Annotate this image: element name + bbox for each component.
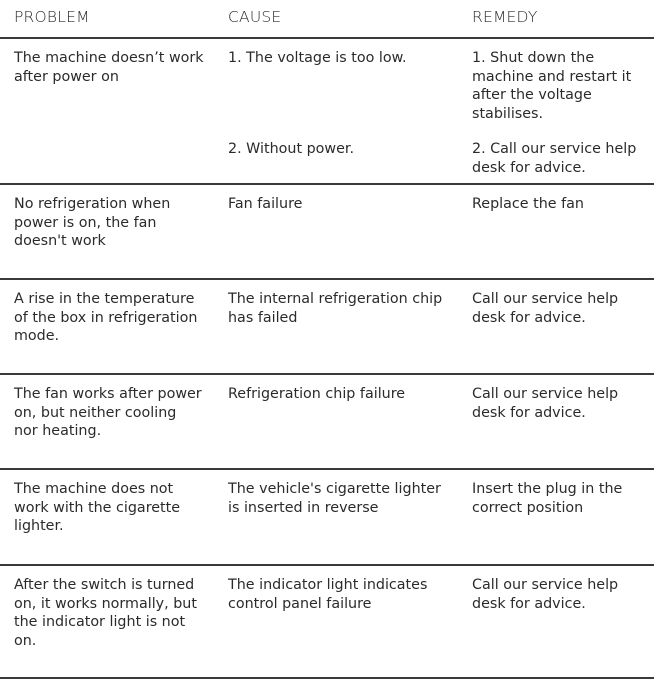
remedy-cell: Call our service help desk for advice. xyxy=(472,291,619,326)
cause-item: 2. Without power. xyxy=(228,140,355,157)
header-cause: CAUSE xyxy=(228,8,282,26)
table-header xyxy=(0,0,654,39)
cause-cell: The internal refrigeration chip has failed xyxy=(228,291,443,326)
cause-cell: Fan failure xyxy=(228,196,303,212)
table-row xyxy=(0,566,654,679)
table-row xyxy=(0,185,654,280)
cause-cell xyxy=(228,49,453,158)
cause-item: 1. The voltage is too low. xyxy=(228,50,407,66)
table-row xyxy=(0,280,654,375)
problem-cell: The machine doesn’t work after power on xyxy=(14,50,204,85)
table-row xyxy=(0,375,654,470)
problem-cell: After the switch is turned on, it works normally, but the indicator light is not on. xyxy=(14,577,197,649)
problem-cell: A rise in the temperature of the box in refrigeration mode. xyxy=(14,291,198,344)
table-row xyxy=(0,39,654,185)
remedy-cell xyxy=(472,49,642,177)
cause-cell: The indicator light indicates control panel failure xyxy=(228,577,428,612)
remedy-cell: Insert the plug in the correct position xyxy=(472,481,623,516)
cause-cell: The vehicle's cigarette lighter is inserted in reverse xyxy=(228,481,441,516)
problem-cell: The fan works after power on, but neither cooling nor heating. xyxy=(14,386,202,439)
header-problem: PROBLEM xyxy=(14,8,90,26)
remedy-cell: Call our service help desk for advice. xyxy=(472,386,619,421)
problem-cell: The machine does not work with the cigarette lighter. xyxy=(14,481,181,534)
cause-cell: Refrigeration chip failure xyxy=(228,386,406,402)
table-row xyxy=(0,470,654,566)
remedy-cell: Call our service help desk for advice. xyxy=(472,577,619,612)
remedy-cell: Replace the fan xyxy=(472,196,584,212)
remedy-item: 2. Call our service help desk for advice. xyxy=(472,141,637,176)
problem-cell: No refrigeration when power is on, the fan doesn't work xyxy=(14,196,171,249)
remedy-item: 1. Shut down the machine and restart it after the voltage stabilises. xyxy=(472,50,632,122)
header-remedy: REMEDY xyxy=(472,8,538,26)
